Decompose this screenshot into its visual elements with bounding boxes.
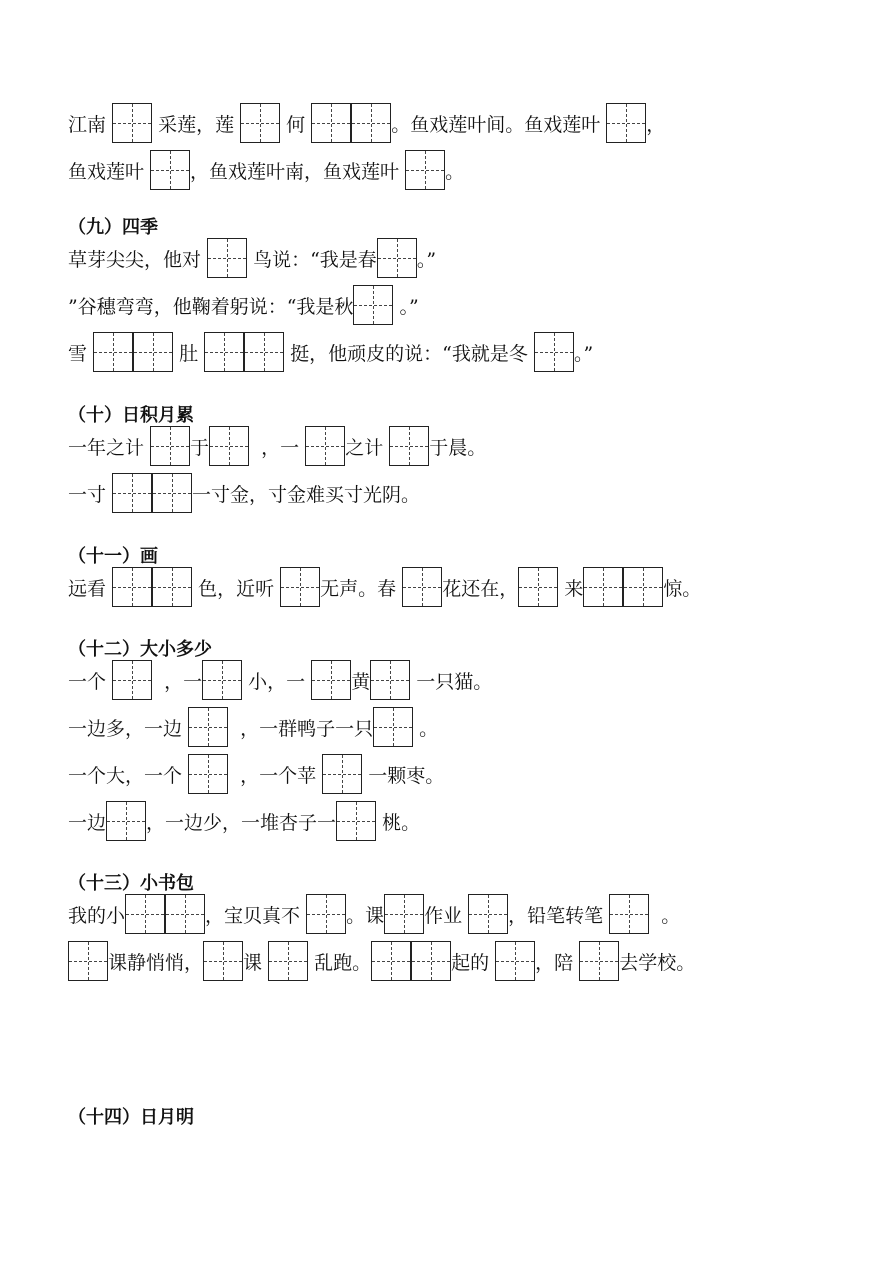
writing-box[interactable] xyxy=(68,941,108,981)
writing-box[interactable] xyxy=(384,894,424,934)
writing-box[interactable] xyxy=(623,567,663,607)
sentence-text: 一年之计 xyxy=(68,436,151,459)
sentence-text: 无声。春 xyxy=(320,577,403,600)
writing-box[interactable] xyxy=(311,660,351,700)
sentence-text: 之计 xyxy=(345,436,390,459)
sentence-text: 远看 xyxy=(68,577,113,600)
writing-box[interactable] xyxy=(495,941,535,981)
writing-box[interactable] xyxy=(389,426,429,466)
writing-box[interactable] xyxy=(268,941,308,981)
sentence-text: 乱跑。 xyxy=(308,951,372,974)
sentence-text: 江南 xyxy=(68,113,113,136)
sentence-text: 。鱼戏莲叶间。鱼戏莲叶 xyxy=(391,113,607,136)
writing-box[interactable] xyxy=(336,801,376,841)
writing-box[interactable] xyxy=(188,754,228,794)
writing-box[interactable] xyxy=(353,285,393,325)
sentence-text: 鸟说：“我是春 xyxy=(247,248,377,271)
sentence-line xyxy=(68,331,593,373)
sentence-line xyxy=(68,425,486,467)
sentence-text: 一个大，一个 xyxy=(68,764,189,787)
section-heading: （十三）小书包 xyxy=(68,873,194,894)
writing-box[interactable] xyxy=(112,660,152,700)
writing-box[interactable] xyxy=(534,332,574,372)
sentence-text: 惊。 xyxy=(663,577,702,600)
sentence-line xyxy=(68,102,665,144)
writing-box[interactable] xyxy=(240,103,280,143)
sentence-line xyxy=(68,284,419,326)
sentence-text: 。 xyxy=(445,160,465,183)
sentence-text: 小，一 xyxy=(242,670,312,693)
writing-box[interactable] xyxy=(112,103,152,143)
sentence-line xyxy=(68,753,444,795)
sentence-text: 色，近听 xyxy=(192,577,281,600)
sentence-text: 作业 xyxy=(424,904,469,927)
sentence-line xyxy=(68,472,420,514)
sentence-text: 。 xyxy=(413,717,439,740)
sentence-line xyxy=(68,800,420,842)
writing-box[interactable] xyxy=(244,332,284,372)
writing-box[interactable] xyxy=(280,567,320,607)
sentence-text: 桃。 xyxy=(376,811,421,834)
sentence-text: 。” xyxy=(416,248,437,271)
sentence-text: 一边 xyxy=(68,811,107,834)
sentence-text: 于 xyxy=(190,436,210,459)
writing-box[interactable] xyxy=(106,801,146,841)
writing-box[interactable] xyxy=(371,941,411,981)
writing-box[interactable] xyxy=(150,150,190,190)
sentence-text: 采莲，莲 xyxy=(152,113,241,136)
sentence-text: ，铅笔转笔 xyxy=(508,904,610,927)
sentence-text: ，鱼戏莲叶南，鱼戏莲叶 xyxy=(190,160,406,183)
sentence-text: 一寸金，寸金难买寸光阴。 xyxy=(192,483,421,506)
sentence-text: 挺，他顽皮的说：“我就是冬 xyxy=(284,342,534,365)
writing-box[interactable] xyxy=(606,103,646,143)
writing-box[interactable] xyxy=(152,473,192,513)
sentence-line xyxy=(68,706,438,748)
writing-box[interactable] xyxy=(112,567,152,607)
sentence-line xyxy=(68,149,464,191)
writing-box[interactable] xyxy=(405,150,445,190)
sentence-text: 。” xyxy=(573,342,594,365)
sentence-text: 草芽尖尖，他对 xyxy=(68,248,208,271)
sentence-text: 。” xyxy=(393,295,419,318)
sentence-text: 于晨。 xyxy=(429,436,487,459)
sentence-text: ，一 xyxy=(152,670,203,693)
writing-box[interactable] xyxy=(204,332,244,372)
sentence-text: 一边多，一边 xyxy=(68,717,189,740)
section-heading: （十二）大小多少 xyxy=(68,639,212,660)
sentence-text: ，一群鸭子一只 xyxy=(228,717,374,740)
sentence-text: 肚 xyxy=(173,342,205,365)
writing-box[interactable] xyxy=(93,332,133,372)
sentence-line xyxy=(68,893,680,935)
writing-box[interactable] xyxy=(402,567,442,607)
writing-box[interactable] xyxy=(518,567,558,607)
sentence-text: 来 xyxy=(558,577,584,600)
sentence-line xyxy=(68,566,701,608)
writing-box[interactable] xyxy=(125,894,165,934)
sentence-text: ”谷穗弯弯，他鞠着躬说：“我是秋 xyxy=(68,295,354,318)
writing-box[interactable] xyxy=(203,941,243,981)
writing-box[interactable] xyxy=(370,660,410,700)
writing-box[interactable] xyxy=(133,332,173,372)
sentence-line xyxy=(68,659,492,701)
sentence-text: 课静悄悄， xyxy=(108,951,204,974)
sentence-text: 雪 xyxy=(68,342,94,365)
sentence-text: 一个 xyxy=(68,670,113,693)
sentence-text: 。 xyxy=(649,904,681,927)
writing-box[interactable] xyxy=(306,894,346,934)
writing-box[interactable] xyxy=(209,426,249,466)
writing-box[interactable] xyxy=(609,894,649,934)
sentence-text: 花还在， xyxy=(442,577,519,600)
writing-box[interactable] xyxy=(579,941,619,981)
writing-box[interactable] xyxy=(305,426,345,466)
sentence-text: ，一 xyxy=(249,436,306,459)
writing-box[interactable] xyxy=(373,707,413,747)
sentence-text: 。课 xyxy=(346,904,385,927)
sentence-line xyxy=(68,237,436,279)
writing-box[interactable] xyxy=(468,894,508,934)
sentence-text: 去学校。 xyxy=(619,951,696,974)
writing-box[interactable] xyxy=(411,941,451,981)
sentence-text: 鱼戏莲叶 xyxy=(68,160,151,183)
writing-box[interactable] xyxy=(112,473,152,513)
section-heading: （十一）画 xyxy=(68,546,158,567)
sentence-text: 我的小 xyxy=(68,904,126,927)
sentence-text: 一只猫。 xyxy=(410,670,493,693)
writing-box[interactable] xyxy=(322,754,362,794)
writing-box[interactable] xyxy=(150,426,190,466)
sentence-text: 何 xyxy=(280,113,312,136)
sentence-text: 一寸 xyxy=(68,483,113,506)
sentence-text: ，陪 xyxy=(535,951,580,974)
sentence-text: 一颗枣。 xyxy=(362,764,445,787)
writing-box[interactable] xyxy=(351,103,391,143)
sentence-text: ，宝贝真不 xyxy=(205,904,307,927)
writing-box[interactable] xyxy=(165,894,205,934)
writing-box[interactable] xyxy=(207,238,247,278)
writing-box[interactable] xyxy=(377,238,417,278)
section-heading: （九）四季 xyxy=(68,217,158,238)
writing-box[interactable] xyxy=(152,567,192,607)
writing-box[interactable] xyxy=(188,707,228,747)
sentence-line xyxy=(68,940,695,982)
writing-box[interactable] xyxy=(202,660,242,700)
section-heading: （十四）日月明 xyxy=(68,1107,194,1128)
section-heading: （十）日积月累 xyxy=(68,405,194,426)
sentence-text: ，一边少，一堆杏子一 xyxy=(146,811,337,834)
sentence-text: 黄 xyxy=(351,670,371,693)
sentence-text: ，一个苹 xyxy=(228,764,323,787)
sentence-text: ， xyxy=(646,113,666,136)
writing-box[interactable] xyxy=(583,567,623,607)
sentence-text: 起的 xyxy=(451,951,496,974)
sentence-text: 课 xyxy=(243,951,269,974)
writing-box[interactable] xyxy=(311,103,351,143)
